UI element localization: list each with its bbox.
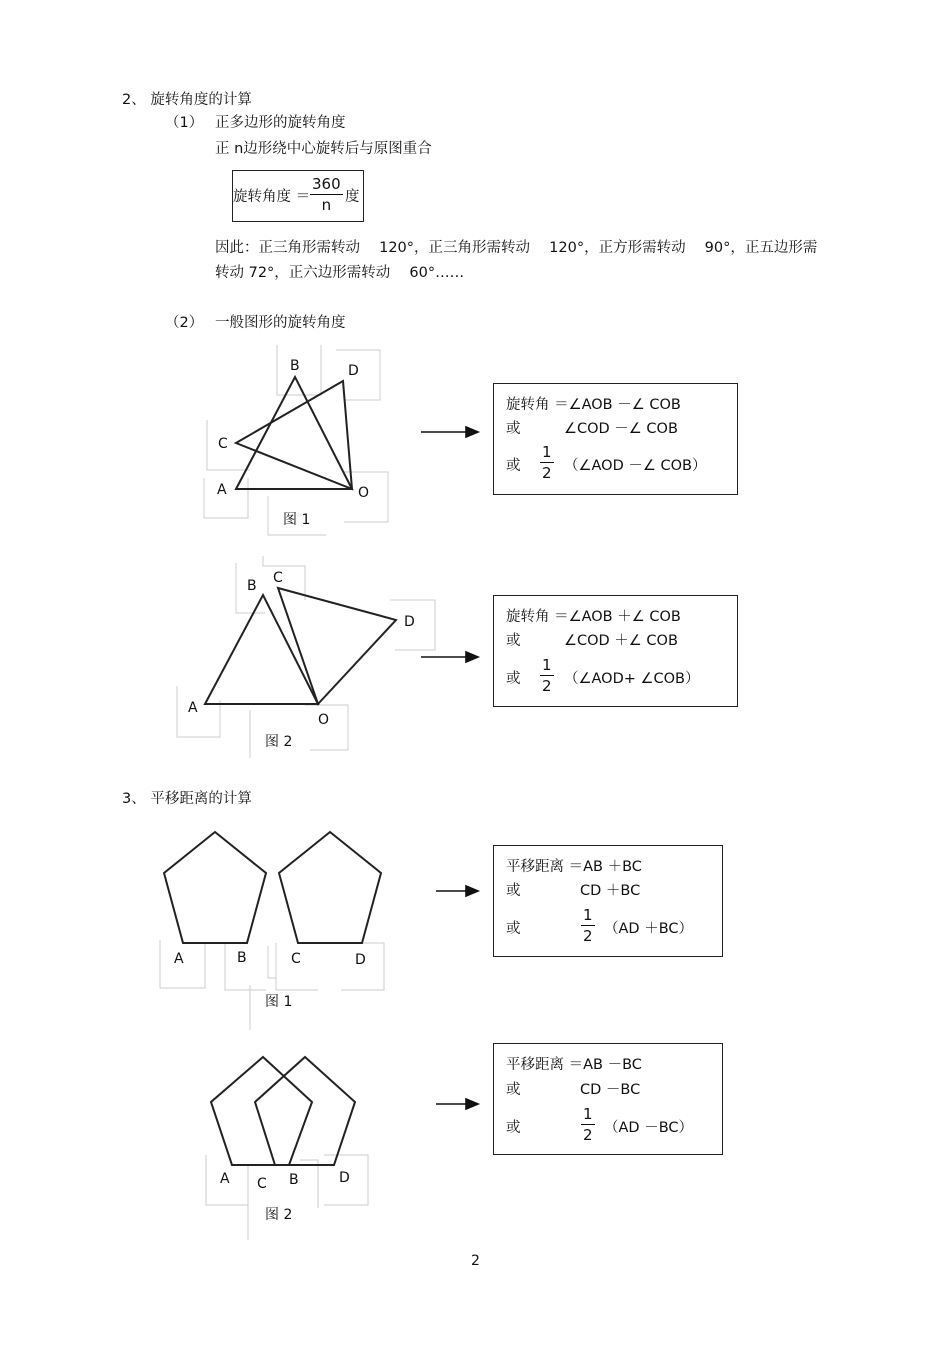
- box-row-3-expression: （AD ＋BC）: [604, 921, 694, 937]
- triangle-CDO: [278, 588, 396, 704]
- box-row-2-prefix: 或: [506, 1082, 521, 1098]
- pentagon-left: [164, 832, 266, 943]
- point-label-C: C: [273, 570, 283, 586]
- subsection-2-number: （2）: [165, 315, 204, 331]
- formula-denominator: n: [321, 196, 332, 214]
- point-label-O: O: [318, 712, 330, 728]
- pentagon-right: [279, 832, 381, 943]
- fraction-numerator: 1: [583, 1105, 593, 1123]
- point-label-B: B: [247, 578, 257, 594]
- point-label-D: D: [404, 614, 415, 630]
- therefore-line-1: 因此：正三角形需转动 120°，正三角形需转动 120°，正方形需转动 90°，正五边形需: [215, 240, 818, 256]
- point-label-D: D: [355, 952, 366, 968]
- box-row-2-prefix: 或: [506, 421, 521, 437]
- figure-caption: 图 2: [265, 1207, 293, 1223]
- pentagon-right: [255, 1057, 355, 1165]
- subsection-1-number: （1）: [165, 115, 204, 131]
- point-label-A: A: [220, 1171, 230, 1187]
- translation-figure-1: [164, 832, 381, 943]
- point-label-A: A: [188, 700, 198, 716]
- half-fraction: [581, 1104, 595, 1145]
- fraction-numerator: 1: [542, 656, 552, 674]
- formula-numerator: 360: [312, 175, 341, 193]
- figure-caption: 图 1: [283, 512, 311, 528]
- formula-unit: 度: [345, 189, 360, 205]
- pentagon-left: [211, 1057, 312, 1165]
- box-row-3-prefix: 或: [506, 921, 521, 937]
- triangle-CDO: [236, 381, 352, 489]
- point-label-C: C: [257, 1176, 267, 1192]
- box-row-1: 旋转角 ＝∠AOB ＋∠ COB: [506, 609, 681, 625]
- point-label-C: C: [291, 951, 301, 967]
- rotation-2-formula-box: [493, 595, 738, 707]
- box-row-3-prefix: 或: [506, 1120, 521, 1136]
- point-label-B: B: [290, 358, 300, 374]
- box-row-1: 平移距离 ＝AB ＋BC: [506, 859, 642, 875]
- rotation-figure-1: [236, 377, 352, 489]
- formula-label: 旋转角度 ＝: [233, 189, 311, 205]
- box-row-3-expression: （∠AOD －∠ COB）: [564, 458, 707, 474]
- fraction-numerator: 1: [542, 443, 552, 461]
- subsection-2-title: 一般图形的旋转角度: [215, 315, 346, 331]
- half-fraction: [540, 442, 554, 483]
- point-label-B: B: [289, 1172, 299, 1188]
- fraction-denominator: 2: [542, 464, 552, 482]
- section-3-heading: 3、 平移距离的计算: [122, 791, 252, 807]
- section-2-heading: 2、 旋转角度的计算: [122, 92, 252, 108]
- rotation-1-formula-box: [493, 383, 738, 495]
- point-label-B: B: [237, 950, 247, 966]
- box-row-3-prefix: 或: [506, 671, 521, 687]
- therefore-line-2: 转动 72°，正六边形需转动 60°……: [215, 265, 465, 281]
- point-label-A: A: [174, 951, 184, 967]
- box-row-3-expression: （∠AOD+ ∠COB）: [564, 671, 700, 687]
- point-label-O: O: [358, 485, 370, 501]
- box-row-2-prefix: 或: [506, 883, 521, 899]
- page-number: 2: [471, 1253, 480, 1269]
- translation-1-formula-box: [493, 845, 723, 957]
- regular-polygon-statement: 正 n边形绕中心旋转后与原图重合: [215, 141, 432, 157]
- figure-caption: 图 2: [265, 734, 293, 750]
- box-row-2-expression: CD ＋BC: [580, 883, 641, 899]
- box-row-3-prefix: 或: [506, 458, 521, 474]
- fraction-denominator: 2: [542, 677, 552, 695]
- fraction-numerator: 1: [583, 906, 593, 924]
- box-row-2-expression: CD －BC: [580, 1082, 641, 1098]
- point-label-A: A: [217, 482, 227, 498]
- box-row-1: 平移距离 ＝AB －BC: [506, 1057, 642, 1073]
- point-label-D: D: [339, 1170, 350, 1186]
- box-row-2-expression: ∠COD ＋∠ COB: [564, 633, 678, 649]
- box-row-1: 旋转角 ＝∠AOB －∠ COB: [506, 397, 681, 413]
- arrows: [421, 427, 478, 1109]
- half-fraction: [581, 905, 595, 946]
- triangle-ABO: [205, 595, 318, 704]
- half-fraction: [540, 655, 554, 696]
- translation-2-formula-box: [493, 1043, 723, 1155]
- box-row-2-expression: ∠COD －∠ COB: [564, 421, 678, 437]
- box-row-2-prefix: 或: [506, 633, 521, 649]
- rotation-figure-2: [205, 588, 396, 704]
- point-label-C: C: [218, 436, 228, 452]
- fraction-denominator: 2: [583, 927, 593, 945]
- figure-caption: 图 1: [265, 994, 293, 1010]
- fraction-denominator: 2: [583, 1126, 593, 1144]
- subsection-1-title: 正多边形的旋转角度: [215, 115, 346, 131]
- translation-figure-2: [211, 1057, 355, 1165]
- point-label-D: D: [348, 363, 359, 379]
- box-row-3-expression: （AD －BC）: [604, 1120, 694, 1136]
